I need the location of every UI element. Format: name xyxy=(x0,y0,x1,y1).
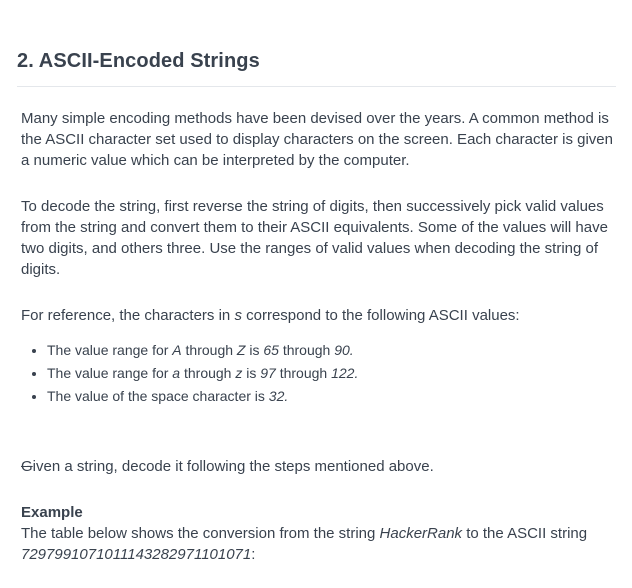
reference-paragraph xyxy=(21,305,616,326)
problem-body xyxy=(21,108,616,565)
bullet-value: 90 xyxy=(334,342,350,358)
task-paragraph xyxy=(21,456,616,477)
decode-paragraph: To decode the string, first reverse the string of digits, then successively pick valid values from the string and convert them to their ASCII equivalents. Some of the values will have two digits, and others three. Use the ranges of valid values when decoding the string of digits. xyxy=(21,198,608,278)
bullet-text: is xyxy=(245,342,264,358)
bullet-var: Z xyxy=(236,342,246,358)
bullet-text: through xyxy=(180,365,236,381)
task-first-letter: G xyxy=(21,458,33,475)
intro-paragraph: Many simple encoding methods have been devised over the years. A common method is the ASCII character set used to display characters on the screen. Each character is given a numeric value which can be interpreted by the computer. xyxy=(21,110,613,169)
ascii-ranges-list xyxy=(21,339,616,408)
bullet-text: through xyxy=(278,342,335,358)
bullet-var: a xyxy=(172,365,181,381)
example-string: HackerRank xyxy=(379,525,463,542)
bullet-var: A xyxy=(172,342,182,358)
list-item xyxy=(47,339,616,362)
bullet-value: 97 xyxy=(260,365,276,381)
bullet-var: z xyxy=(235,365,243,381)
task-text: iven a string, decode it following the steps mentioned above. xyxy=(32,458,434,475)
list-item xyxy=(47,362,616,385)
bullet-text: The value range for xyxy=(47,365,173,381)
bullet-value: 122 xyxy=(331,365,355,381)
bullet-text: The value of the space character is xyxy=(47,388,269,404)
reference-text-after: correspond to the following ASCII values: xyxy=(241,307,520,324)
reference-text-before: For reference, the characters in xyxy=(21,307,235,324)
example-text-middle: to the ASCII string xyxy=(462,525,588,542)
bullet-text: through xyxy=(181,342,237,358)
bullet-punct: . xyxy=(349,342,354,358)
title-section xyxy=(17,48,616,87)
bullet-text: is xyxy=(242,365,261,381)
bullet-text: through xyxy=(275,365,332,381)
example-heading: Example xyxy=(21,504,83,521)
bullet-punct: . xyxy=(354,365,359,381)
bullet-value: 65 xyxy=(263,342,279,358)
reference-variable: s xyxy=(234,307,242,324)
bullet-text: The value range for xyxy=(47,342,173,358)
example-text-after: : xyxy=(251,546,256,563)
problem-title: 2. ASCII-Encoded Strings xyxy=(17,50,260,72)
example-encoded: 7297991071011143282971101071 xyxy=(21,546,252,563)
list-item xyxy=(47,385,616,408)
bullet-punct: . xyxy=(284,388,289,404)
bullet-value: 32 xyxy=(268,388,285,404)
example-text-before: The table below shows the conversion from the string xyxy=(21,525,380,542)
example-paragraph xyxy=(21,523,616,565)
